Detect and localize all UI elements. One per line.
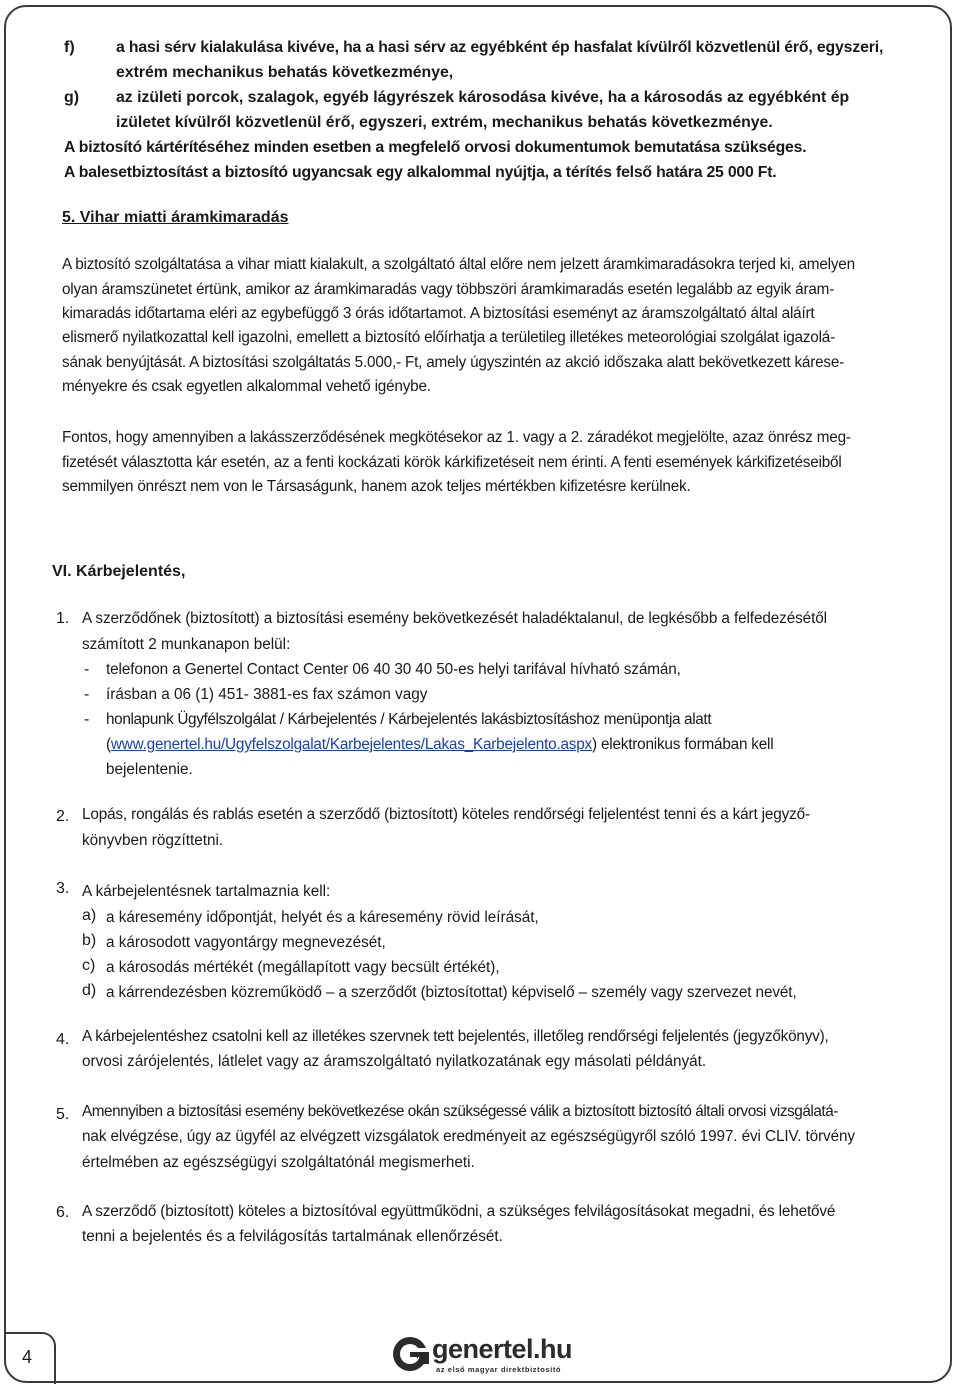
item-3-sub-marker: a) bbox=[82, 907, 97, 924]
item-3-sub-marker: c) bbox=[82, 957, 96, 974]
item-1-web-suffix: ) elektronikus formában kell bbox=[592, 736, 774, 753]
item-5-number: 5. bbox=[56, 1106, 70, 1123]
section-5-p1-line: kimaradás időtartama eléri az egybefüggő 3 órás időtartamot. A biztosítási eseményt az áramszolgáltató által aláírt bbox=[62, 305, 815, 322]
item-4-number: 4. bbox=[56, 1031, 70, 1048]
item-1-line1: A szerződőnek (biztosított) a biztosítási esemény bekövetkezését haladéktalanul, de legkésőbb a felfedezésétől bbox=[82, 610, 827, 627]
once-note: A balesetbiztosítást a biztosító ugyancsak egy alkalommal nyújtja, a térítés felső határa 25 000 Ft. bbox=[64, 164, 777, 181]
section-5-p2-line: fizetését választotta kár esetén, az a fenti kockázati körök kárkifizetéseit nem érinti. A fenti események kárkifizetéseiből bbox=[62, 454, 842, 471]
item-6-number: 6. bbox=[56, 1204, 70, 1221]
section-5-p1-line: A biztosító szolgáltatása a vihar miatt kialakult, a szolgáltató által előre nem jelzett áramkimaradásokra terjed ki, amelyen bbox=[62, 256, 855, 273]
item-6-line2: tenni a bejelentés és a felvilágosítás tartalmának ellenőrzését. bbox=[82, 1228, 503, 1245]
item-1-line2: számított 2 munkanapon belül: bbox=[82, 636, 291, 653]
item-3-sub-marker: b) bbox=[82, 932, 97, 949]
item-4-line2: orvosi zárójelentés, látlelet vagy az áramszolgáltató nyilatkozatának egy másolati példányát. bbox=[82, 1053, 707, 1070]
dash-marker: - bbox=[84, 686, 90, 703]
item-3-sub-text: a károsodott vagyontárgy megnevezését, bbox=[106, 934, 386, 951]
genertel-logo bbox=[390, 1332, 590, 1380]
list-item-g-line1: az izületi porcok, szalagok, egyéb lágyrészek károsodása kivéve, ha a károsodás az egyébként ép bbox=[116, 89, 850, 106]
section-5-p1-line: ményekre és csak egyetlen alkalommal vehető igénybe. bbox=[62, 378, 431, 395]
section-5-heading: 5. Vihar miatti áramkimaradás bbox=[62, 209, 289, 226]
item-3-sub-text: a kárrendezésben közreműködő – a szerződőt (biztosítottat) képviselő – személy vagy szervezet nevét, bbox=[106, 984, 797, 1001]
claim-report-link[interactable]: www.genertel.hu/Ugyfelszolgalat/Karbejelentes/Lakas_Karbejelento.aspx bbox=[110, 736, 593, 753]
list-marker-f: f) bbox=[64, 39, 75, 56]
list-item-g-line2: izületet kívülről közvetlenül érő, egyszeri, extrém, mechanikus behatás következménye. bbox=[116, 114, 773, 131]
item-5-line1: Amennyiben a biztosítási esemény bekövetkezése okán szükségessé válik a biztosított biztosító általi orvosi vizsgálatá- bbox=[82, 1103, 838, 1120]
item-4-line1: A kárbejelentéshez csatolni kell az illetékes szervnek tett bejelentés, illetőleg rendőrségi feljelentés (jegyzőkönyv), bbox=[82, 1028, 829, 1045]
section-5-p2-line: semmilyen önrészt nem von le Társaságunk, hanem azok teljes mértékben kifizetésre kerülnek. bbox=[62, 478, 691, 495]
item-1-web: honlapunk Ügyfélszolgálat / Kárbejelentés / Kárbejelentés lakásbiztosításhoz menüpontja alatt bbox=[106, 711, 712, 728]
item-1-number: 1. bbox=[56, 610, 70, 627]
item-5-line3: értelmében az egészségügyi szolgáltatónál megismerheti. bbox=[82, 1154, 475, 1171]
section-5-p1-line: sának benyújtását. A biztosítási szolgáltatás 5.000,- Ft, amely úgyszintén az akció időszaka alatt bekövetkezett kárese- bbox=[62, 354, 845, 371]
section-5-p2-line: Fontos, hogy amennyiben a lakásszerződésének megkötésekor az 1. vagy a 2. záradékot megjelölte, azaz önrész meg- bbox=[62, 429, 851, 446]
item-1-phone: telefonon a Genertel Contact Center 06 40 30 40 50-es helyi tarifával hívható számán, bbox=[106, 661, 681, 678]
item-1-web-line2 bbox=[106, 736, 773, 754]
item-3-sub-text: a káresemény időpontját, helyét és a káresemény rövid leírását, bbox=[106, 909, 539, 926]
item-3-sub-text: a károsodás mértékét (megállapított vagy becsült értékét), bbox=[106, 959, 500, 976]
dash-marker: - bbox=[84, 711, 90, 728]
documents-note: A biztosító kártérítéséhez minden esetben a megfelelő orvosi dokumentumok bemutatása szükséges. bbox=[64, 139, 807, 156]
section-6-heading: VI. Kárbejelentés, bbox=[52, 563, 186, 580]
list-item-f-line2: extrém mechanikus behatás következménye, bbox=[116, 64, 454, 81]
list-item-f-line1: a hasi sérv kialakulása kivéve, ha a hasi sérv az egyébként ép hasfalat kívülről közvetlenül érő, egyszeri, bbox=[116, 39, 884, 56]
logo-badge: Tel bbox=[415, 1351, 426, 1360]
page-number: 4 bbox=[22, 1347, 33, 1367]
logo-tagline: az első magyar direktbiztosító bbox=[436, 1365, 562, 1374]
item-3-sub-marker: d) bbox=[82, 982, 97, 999]
paren-open: ( bbox=[106, 736, 111, 753]
item-2-number: 2. bbox=[56, 808, 70, 825]
item-5-line2: nak elvégzése, úgy az ügyfél az elvégzett vizsgálatok eredményeit az egészségügyről szóló 1997. évi CLIV. törvény bbox=[82, 1128, 855, 1145]
dash-marker: - bbox=[84, 661, 90, 678]
item-3-line1: A kárbejelentésnek tartalmaznia kell: bbox=[82, 883, 331, 900]
section-5-p1-line: elismerő nyilatkozattal kell igazolni, emellett a biztosító előírhatja a területileg illetékes meteorológiai szolgálat igazolá- bbox=[62, 329, 835, 346]
item-1-fax: írásban a 06 (1) 451- 3881-es fax számon vagy bbox=[106, 686, 428, 703]
item-2-line2: könyvben rögzíttetni. bbox=[82, 832, 224, 849]
logo-wordmark: genertel.hu bbox=[432, 1334, 573, 1364]
list-marker-g: g) bbox=[64, 89, 80, 106]
section-5-p1-line: olyan áramszünetet értünk, amikor az áramkimaradás vagy többszöri áramkimaradás esetén legalább az egyik áram- bbox=[62, 281, 835, 298]
item-1-web-line3: bejelentenie. bbox=[106, 761, 193, 778]
item-6-line1: A szerződő (biztosított) köteles a biztosítóval együttműködni, a szükséges felvilágosításokat megadni, és lehetővé bbox=[82, 1203, 836, 1220]
item-2-line1: Lopás, rongálás és rablás esetén a szerződő (biztosított) köteles rendőrségi feljelentést tenni és a kárt jegyző- bbox=[82, 806, 810, 823]
item-3-number: 3. bbox=[56, 880, 70, 897]
